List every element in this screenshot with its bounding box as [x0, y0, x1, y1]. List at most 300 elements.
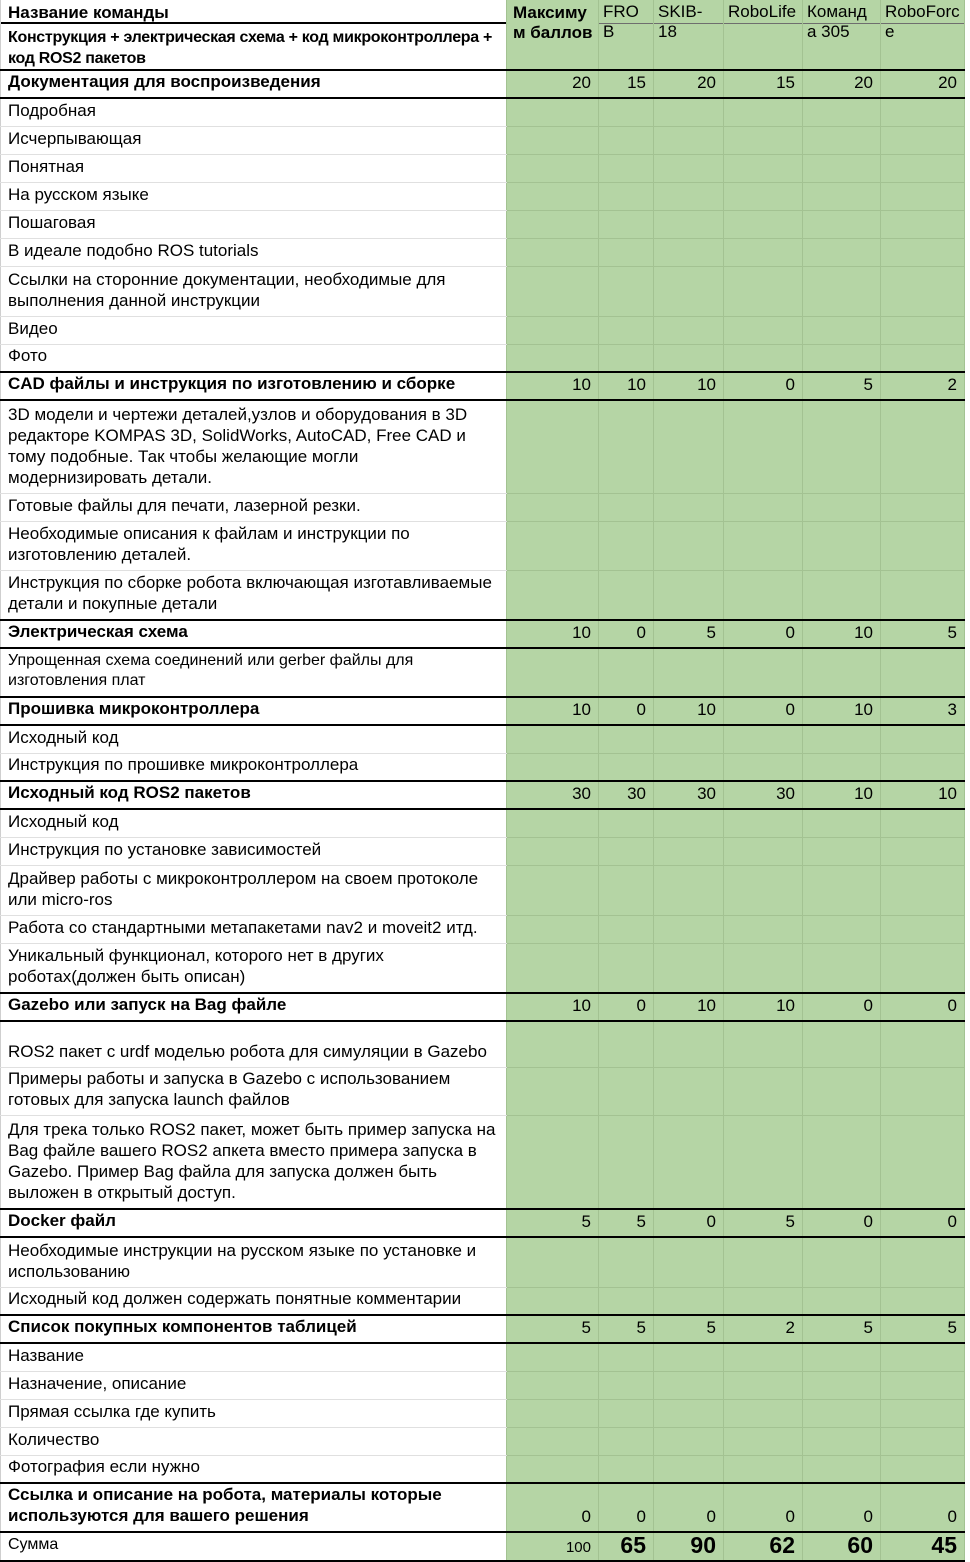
column-header-team-komanda305[interactable]: Команда 305 — [803, 0, 881, 70]
score-cell[interactable]: 0 — [599, 1483, 654, 1532]
score-cell[interactable] — [881, 493, 965, 521]
score-cell[interactable]: 30 — [724, 781, 803, 809]
score-cell[interactable] — [507, 400, 599, 493]
score-cell[interactable] — [724, 400, 803, 493]
score-cell[interactable] — [803, 1427, 881, 1455]
row-label-cell[interactable]: Необходимые описания к файлам и инструкции по изготовлению деталей. — [1, 521, 507, 570]
score-cell[interactable]: 10 — [724, 993, 803, 1021]
score-cell[interactable] — [881, 266, 965, 316]
score-cell[interactable] — [881, 182, 965, 210]
score-cell[interactable] — [881, 1287, 965, 1315]
row-label-cell[interactable]: Фотография если нужно — [1, 1455, 507, 1483]
score-cell[interactable] — [724, 1237, 803, 1287]
score-cell[interactable] — [803, 837, 881, 865]
row-label-cell[interactable]: Понятная — [1, 154, 507, 182]
score-cell[interactable] — [654, 1067, 724, 1115]
score-cell[interactable] — [654, 521, 724, 570]
score-cell[interactable] — [803, 521, 881, 570]
row-label-cell[interactable]: Для трека только ROS2 пакет, может быть пример запуска на Bag файле вашего ROS2 апкета вместо примера запуска в Gazebo. Пример Bag файла для запуска должен быть выложен в открытый доступ. — [1, 1115, 507, 1209]
score-cell[interactable] — [724, 154, 803, 182]
row-label-cell[interactable]: Количество — [1, 1427, 507, 1455]
score-cell[interactable]: 5 — [881, 1315, 965, 1343]
section-label-cell[interactable]: Прошивка микроконтроллера — [1, 697, 507, 725]
score-cell[interactable] — [599, 238, 654, 266]
row-label-cell[interactable]: Назначение, описание — [1, 1371, 507, 1399]
score-cell[interactable]: 0 — [803, 993, 881, 1021]
team-name-header-cell[interactable] — [1, 0, 507, 70]
score-cell[interactable]: 62 — [724, 1532, 803, 1561]
score-cell[interactable]: 100 — [507, 1532, 599, 1561]
score-cell[interactable] — [507, 943, 599, 993]
score-cell[interactable] — [803, 1399, 881, 1427]
score-cell[interactable]: 10 — [507, 697, 599, 725]
row-label-cell[interactable]: Упрощенная схема соединений или gerber файлы для изготовления плат — [1, 648, 507, 697]
table-row — [1, 316, 965, 344]
score-cell[interactable] — [803, 126, 881, 154]
score-cell[interactable]: 5 — [599, 1315, 654, 1343]
score-cell[interactable] — [507, 182, 599, 210]
section-label-cell[interactable]: Gazebo или запуск на Bag файле — [1, 993, 507, 1021]
score-cell[interactable] — [507, 316, 599, 344]
score-cell[interactable] — [803, 1287, 881, 1315]
score-cell[interactable] — [599, 648, 654, 697]
score-cell[interactable] — [507, 1371, 599, 1399]
row-label-cell[interactable]: Исходный код — [1, 809, 507, 837]
section-label-cell[interactable]: CAD файлы и инструкция по изготовлению и сборке — [1, 372, 507, 400]
score-cell[interactable] — [881, 753, 965, 781]
score-cell[interactable] — [881, 316, 965, 344]
score-cell[interactable] — [654, 725, 724, 753]
score-cell[interactable]: 10 — [507, 620, 599, 648]
score-cell[interactable]: 0 — [724, 620, 803, 648]
score-cell[interactable] — [881, 154, 965, 182]
score-cell[interactable] — [803, 1237, 881, 1287]
column-header-team-robolife[interactable]: RoboLife — [724, 0, 803, 70]
score-cell[interactable]: 65 — [599, 1532, 654, 1561]
row-label-cell[interactable]: Исходный код — [1, 725, 507, 753]
score-cell[interactable] — [881, 98, 965, 126]
row-label-cell[interactable]: Ссылки на сторонние документации, необходимые для выполнения данной инструкции — [1, 266, 507, 316]
score-cell[interactable] — [599, 809, 654, 837]
score-cell[interactable]: 10 — [654, 372, 724, 400]
score-cell[interactable]: 0 — [599, 620, 654, 648]
row-label-cell[interactable]: Прямая ссылка где купить — [1, 1399, 507, 1427]
score-cell[interactable] — [724, 943, 803, 993]
table-row — [1, 493, 965, 521]
score-cell[interactable] — [599, 725, 654, 753]
score-cell[interactable] — [599, 344, 654, 372]
score-cell[interactable]: 10 — [507, 993, 599, 1021]
score-cell[interactable] — [724, 521, 803, 570]
score-cell[interactable] — [654, 943, 724, 993]
score-cell[interactable] — [724, 182, 803, 210]
score-cell[interactable] — [881, 648, 965, 697]
score-cell[interactable] — [881, 1371, 965, 1399]
score-cell[interactable] — [599, 98, 654, 126]
score-cell[interactable] — [803, 570, 881, 620]
row-label-cell[interactable]: Работа со стандартными метапакетами nav2 и moveit2 итд. — [1, 915, 507, 943]
score-cell[interactable] — [654, 753, 724, 781]
score-cell[interactable]: 45 — [881, 1532, 965, 1561]
score-cell[interactable] — [724, 837, 803, 865]
score-cell[interactable]: 5 — [507, 1315, 599, 1343]
score-cell[interactable] — [599, 400, 654, 493]
score-cell[interactable] — [599, 1455, 654, 1483]
score-cell[interactable] — [881, 400, 965, 493]
score-cell[interactable]: 10 — [507, 372, 599, 400]
score-cell[interactable] — [507, 1343, 599, 1371]
score-cell[interactable] — [654, 238, 724, 266]
score-cell[interactable]: 60 — [803, 1532, 881, 1561]
score-cell[interactable] — [803, 943, 881, 993]
score-cell[interactable]: 20 — [507, 70, 599, 98]
score-cell[interactable] — [654, 98, 724, 126]
score-cell[interactable] — [881, 865, 965, 915]
score-cell[interactable]: 2 — [724, 1315, 803, 1343]
column-header-team-frob[interactable]: FROB — [599, 0, 654, 70]
row-label-cell[interactable]: Сумма — [1, 1532, 507, 1561]
score-cell[interactable] — [803, 238, 881, 266]
score-cell[interactable]: 5 — [724, 1209, 803, 1237]
row-label-cell[interactable]: В идеале подобно ROS tutorials — [1, 238, 507, 266]
score-cell[interactable] — [599, 1237, 654, 1287]
score-cell[interactable] — [599, 837, 654, 865]
score-cell[interactable] — [599, 865, 654, 915]
row-label-cell[interactable]: Инструкция по прошивке микроконтроллера — [1, 753, 507, 781]
score-cell[interactable] — [654, 400, 724, 493]
score-cell[interactable] — [724, 1287, 803, 1315]
score-cell[interactable] — [654, 154, 724, 182]
row-label-cell[interactable]: Инструкция по сборке робота включающая изготавливаемые детали и покупные детали — [1, 570, 507, 620]
score-cell[interactable]: 10 — [803, 620, 881, 648]
score-cell[interactable] — [881, 521, 965, 570]
score-cell[interactable] — [803, 753, 881, 781]
score-cell[interactable]: 10 — [881, 781, 965, 809]
score-cell[interactable] — [599, 943, 654, 993]
column-header-max-points[interactable]: Максимум баллов — [507, 0, 599, 70]
score-cell[interactable]: 2 — [881, 372, 965, 400]
score-cell[interactable] — [881, 570, 965, 620]
score-cell[interactable] — [654, 1287, 724, 1315]
score-cell[interactable] — [507, 98, 599, 126]
score-cell[interactable] — [654, 210, 724, 238]
row-label-cell[interactable]: Примеры работы и запуска в Gazebo с использованием готовых для запуска launch файлов — [1, 1067, 507, 1115]
score-cell[interactable] — [724, 238, 803, 266]
score-cell[interactable] — [724, 493, 803, 521]
score-cell[interactable]: 10 — [654, 993, 724, 1021]
score-cell[interactable]: 5 — [881, 620, 965, 648]
score-cell[interactable] — [599, 266, 654, 316]
score-cell[interactable] — [881, 725, 965, 753]
score-cell[interactable] — [507, 809, 599, 837]
section-label-cell[interactable]: Электрическая схема — [1, 620, 507, 648]
score-cell[interactable] — [654, 126, 724, 154]
score-cell[interactable] — [654, 915, 724, 943]
score-cell[interactable] — [599, 493, 654, 521]
column-header-team-roboforce[interactable]: RoboForce — [881, 0, 965, 70]
row-label-cell[interactable]: Пошаговая — [1, 210, 507, 238]
score-cell[interactable]: 10 — [654, 697, 724, 725]
score-cell[interactable]: 0 — [724, 372, 803, 400]
score-cell[interactable] — [507, 865, 599, 915]
score-cell[interactable] — [507, 154, 599, 182]
score-cell[interactable]: 15 — [724, 70, 803, 98]
score-cell[interactable]: 5 — [803, 1315, 881, 1343]
score-cell[interactable] — [803, 1067, 881, 1115]
score-cell[interactable] — [599, 1115, 654, 1209]
score-cell[interactable] — [803, 98, 881, 126]
score-cell[interactable] — [507, 1115, 599, 1209]
table-row — [1, 1115, 965, 1209]
score-cell[interactable] — [654, 493, 724, 521]
score-cell[interactable]: 10 — [599, 372, 654, 400]
score-cell[interactable]: 5 — [507, 1209, 599, 1237]
score-cell[interactable]: 10 — [803, 781, 881, 809]
score-cell[interactable] — [803, 1343, 881, 1371]
score-cell[interactable] — [724, 648, 803, 697]
score-cell[interactable]: 0 — [881, 993, 965, 1021]
score-cell[interactable] — [507, 570, 599, 620]
score-cell[interactable] — [881, 126, 965, 154]
score-cell[interactable] — [724, 1067, 803, 1115]
score-cell[interactable] — [803, 915, 881, 943]
row-label-cell[interactable]: Необходимые инструкции на русском языке по установке и использованию — [1, 1237, 507, 1287]
score-cell[interactable]: 5 — [654, 1315, 724, 1343]
score-cell[interactable]: 30 — [507, 781, 599, 809]
score-cell[interactable] — [654, 1399, 724, 1427]
score-cell[interactable]: 15 — [599, 70, 654, 98]
score-cell[interactable]: 10 — [803, 697, 881, 725]
score-cell[interactable] — [507, 725, 599, 753]
score-cell[interactable] — [654, 1115, 724, 1209]
score-cell[interactable] — [724, 98, 803, 126]
score-cell[interactable]: 0 — [803, 1483, 881, 1532]
score-cell[interactable]: 0 — [654, 1483, 724, 1532]
score-cell[interactable] — [724, 316, 803, 344]
score-cell[interactable]: 90 — [654, 1532, 724, 1561]
score-cell[interactable] — [881, 837, 965, 865]
section-label-cell[interactable]: Исходный код ROS2 пакетов — [1, 781, 507, 809]
row-label-cell[interactable]: Исчерпывающая — [1, 126, 507, 154]
score-cell[interactable] — [507, 648, 599, 697]
score-cell[interactable] — [507, 521, 599, 570]
score-cell[interactable] — [507, 1021, 599, 1067]
score-cell[interactable] — [724, 1455, 803, 1483]
score-cell[interactable] — [803, 210, 881, 238]
score-cell[interactable] — [803, 154, 881, 182]
score-cell[interactable] — [507, 344, 599, 372]
score-cell[interactable]: 5 — [803, 372, 881, 400]
score-cell[interactable] — [507, 1287, 599, 1315]
score-cell[interactable] — [803, 725, 881, 753]
score-cell[interactable] — [507, 837, 599, 865]
score-cell[interactable]: 0 — [507, 1483, 599, 1532]
score-cell[interactable] — [599, 1067, 654, 1115]
table-body — [1, 70, 965, 1561]
score-cell[interactable]: 0 — [654, 1209, 724, 1237]
row-label-cell[interactable]: Фото — [1, 344, 507, 372]
section-label-cell[interactable]: Документация для воспроизведения — [1, 70, 507, 98]
section-label-cell[interactable]: Docker файл — [1, 1209, 507, 1237]
row-label-cell[interactable]: На русском языке — [1, 182, 507, 210]
score-cell[interactable] — [881, 344, 965, 372]
score-cell[interactable] — [803, 809, 881, 837]
score-cell[interactable] — [507, 266, 599, 316]
score-cell[interactable] — [599, 1427, 654, 1455]
score-cell[interactable] — [654, 344, 724, 372]
score-cell[interactable] — [654, 809, 724, 837]
row-label-cell[interactable]: Подробная — [1, 98, 507, 126]
score-cell[interactable] — [724, 210, 803, 238]
score-cell[interactable] — [881, 809, 965, 837]
score-cell[interactable] — [599, 1287, 654, 1315]
row-label-cell[interactable]: 3D модели и чертежи деталей,узлов и оборудования в 3D редакторе KOMPAS 3D, SolidWorks, AutoCAD, Free CAD и тому подобные. Так чтобы желающие могли модернизировать детали. — [1, 400, 507, 493]
score-cell[interactable] — [724, 266, 803, 316]
score-cell[interactable] — [881, 943, 965, 993]
score-cell[interactable] — [599, 1343, 654, 1371]
score-cell[interactable] — [724, 1115, 803, 1209]
score-cell[interactable]: 0 — [881, 1209, 965, 1237]
score-cell[interactable] — [507, 753, 599, 781]
score-cell[interactable] — [654, 1371, 724, 1399]
score-cell[interactable] — [724, 1343, 803, 1371]
row-label-cell[interactable]: Уникальный функционал, которого нет в других роботах(должен быть описан) — [1, 943, 507, 993]
score-cell[interactable]: 0 — [724, 1483, 803, 1532]
score-cell[interactable]: 0 — [881, 1483, 965, 1532]
score-cell[interactable] — [881, 915, 965, 943]
score-cell[interactable]: 20 — [654, 70, 724, 98]
score-cell[interactable] — [881, 1399, 965, 1427]
score-cell[interactable] — [654, 1343, 724, 1371]
table-row — [1, 1343, 965, 1371]
score-cell[interactable]: 5 — [654, 620, 724, 648]
score-cell[interactable] — [599, 126, 654, 154]
table-row — [1, 725, 965, 753]
score-cell[interactable] — [654, 1021, 724, 1067]
column-header-team-skib18[interactable]: SKIB-18 — [654, 0, 724, 70]
score-cell[interactable] — [507, 493, 599, 521]
score-cell[interactable]: 5 — [599, 1209, 654, 1237]
score-cell[interactable] — [881, 210, 965, 238]
score-cell[interactable] — [803, 493, 881, 521]
score-cell[interactable] — [654, 316, 724, 344]
score-cell[interactable] — [724, 570, 803, 620]
score-cell[interactable] — [654, 1455, 724, 1483]
score-cell[interactable] — [507, 238, 599, 266]
score-cell[interactable] — [654, 865, 724, 915]
score-cell[interactable] — [654, 1237, 724, 1287]
score-cell[interactable] — [507, 1399, 599, 1427]
score-cell[interactable] — [803, 865, 881, 915]
score-cell[interactable] — [507, 1237, 599, 1287]
score-cell[interactable] — [599, 182, 654, 210]
score-cell[interactable] — [724, 344, 803, 372]
score-cell[interactable] — [507, 1455, 599, 1483]
section-label-cell[interactable]: Список покупных компонентов таблицей — [1, 1315, 507, 1343]
row-label-cell[interactable]: Готовые файлы для печати, лазерной резки. — [1, 493, 507, 521]
score-cell[interactable] — [507, 126, 599, 154]
score-cell[interactable]: 20 — [803, 70, 881, 98]
score-cell[interactable] — [724, 1427, 803, 1455]
row-label-cell[interactable]: Видео — [1, 316, 507, 344]
score-cell[interactable] — [724, 1399, 803, 1427]
score-cell[interactable] — [599, 753, 654, 781]
score-cell[interactable] — [599, 1371, 654, 1399]
score-cell[interactable] — [803, 266, 881, 316]
score-cell[interactable] — [881, 238, 965, 266]
score-cell[interactable] — [724, 1371, 803, 1399]
score-cell[interactable] — [654, 1427, 724, 1455]
score-cell[interactable] — [599, 521, 654, 570]
score-cell[interactable] — [507, 1427, 599, 1455]
score-cell[interactable] — [654, 182, 724, 210]
score-cell[interactable] — [803, 648, 881, 697]
score-cell[interactable] — [724, 809, 803, 837]
score-cell[interactable]: 20 — [881, 70, 965, 98]
score-cell[interactable]: 30 — [599, 781, 654, 809]
score-cell[interactable] — [724, 865, 803, 915]
score-cell[interactable]: 3 — [881, 697, 965, 725]
score-cell[interactable]: 0 — [724, 697, 803, 725]
score-cell[interactable] — [654, 837, 724, 865]
score-cell[interactable] — [599, 154, 654, 182]
score-cell[interactable] — [881, 1343, 965, 1371]
score-cell[interactable] — [599, 1021, 654, 1067]
score-cell[interactable] — [803, 1115, 881, 1209]
section-label-cell[interactable]: Ссылка и описание на робота, материалы которые используются для вашего решения — [1, 1483, 507, 1532]
score-cell[interactable] — [881, 1237, 965, 1287]
score-cell[interactable] — [803, 344, 881, 372]
score-cell[interactable]: 0 — [803, 1209, 881, 1237]
score-cell[interactable] — [803, 1021, 881, 1067]
score-cell[interactable] — [654, 266, 724, 316]
score-cell[interactable] — [599, 210, 654, 238]
row-label-cell[interactable]: Исходный код должен содержать понятные комментарии — [1, 1287, 507, 1315]
score-cell[interactable] — [803, 182, 881, 210]
score-cell[interactable] — [881, 1067, 965, 1115]
score-cell[interactable] — [654, 570, 724, 620]
score-cell[interactable] — [881, 1021, 965, 1067]
score-cell[interactable] — [599, 915, 654, 943]
score-cell[interactable] — [724, 126, 803, 154]
score-cell[interactable] — [803, 1455, 881, 1483]
score-cell[interactable] — [724, 915, 803, 943]
score-cell[interactable] — [507, 210, 599, 238]
score-cell[interactable] — [881, 1115, 965, 1209]
score-cell[interactable] — [507, 1067, 599, 1115]
row-label-cell[interactable]: Название — [1, 1343, 507, 1371]
score-cell[interactable] — [507, 915, 599, 943]
score-cell[interactable]: 30 — [654, 781, 724, 809]
score-cell[interactable] — [724, 1021, 803, 1067]
score-cell[interactable] — [654, 648, 724, 697]
score-cell[interactable] — [881, 1455, 965, 1483]
score-cell[interactable] — [599, 1399, 654, 1427]
score-cell[interactable] — [599, 316, 654, 344]
score-cell[interactable] — [724, 753, 803, 781]
score-cell[interactable]: 0 — [599, 697, 654, 725]
score-cell[interactable]: 0 — [599, 993, 654, 1021]
row-label-cell[interactable]: ROS2 пакет с urdf моделью робота для симуляции в Gazebo — [1, 1021, 507, 1067]
row-label-cell[interactable]: Драйвер работы с микроконтроллером на своем протоколе или micro-ros — [1, 865, 507, 915]
score-cell[interactable] — [803, 400, 881, 493]
score-cell[interactable] — [724, 725, 803, 753]
score-cell[interactable] — [803, 316, 881, 344]
row-label-cell[interactable]: Инструкция по установке зависимостей — [1, 837, 507, 865]
score-cell[interactable] — [803, 1371, 881, 1399]
score-cell[interactable] — [881, 1427, 965, 1455]
score-cell[interactable] — [599, 570, 654, 620]
